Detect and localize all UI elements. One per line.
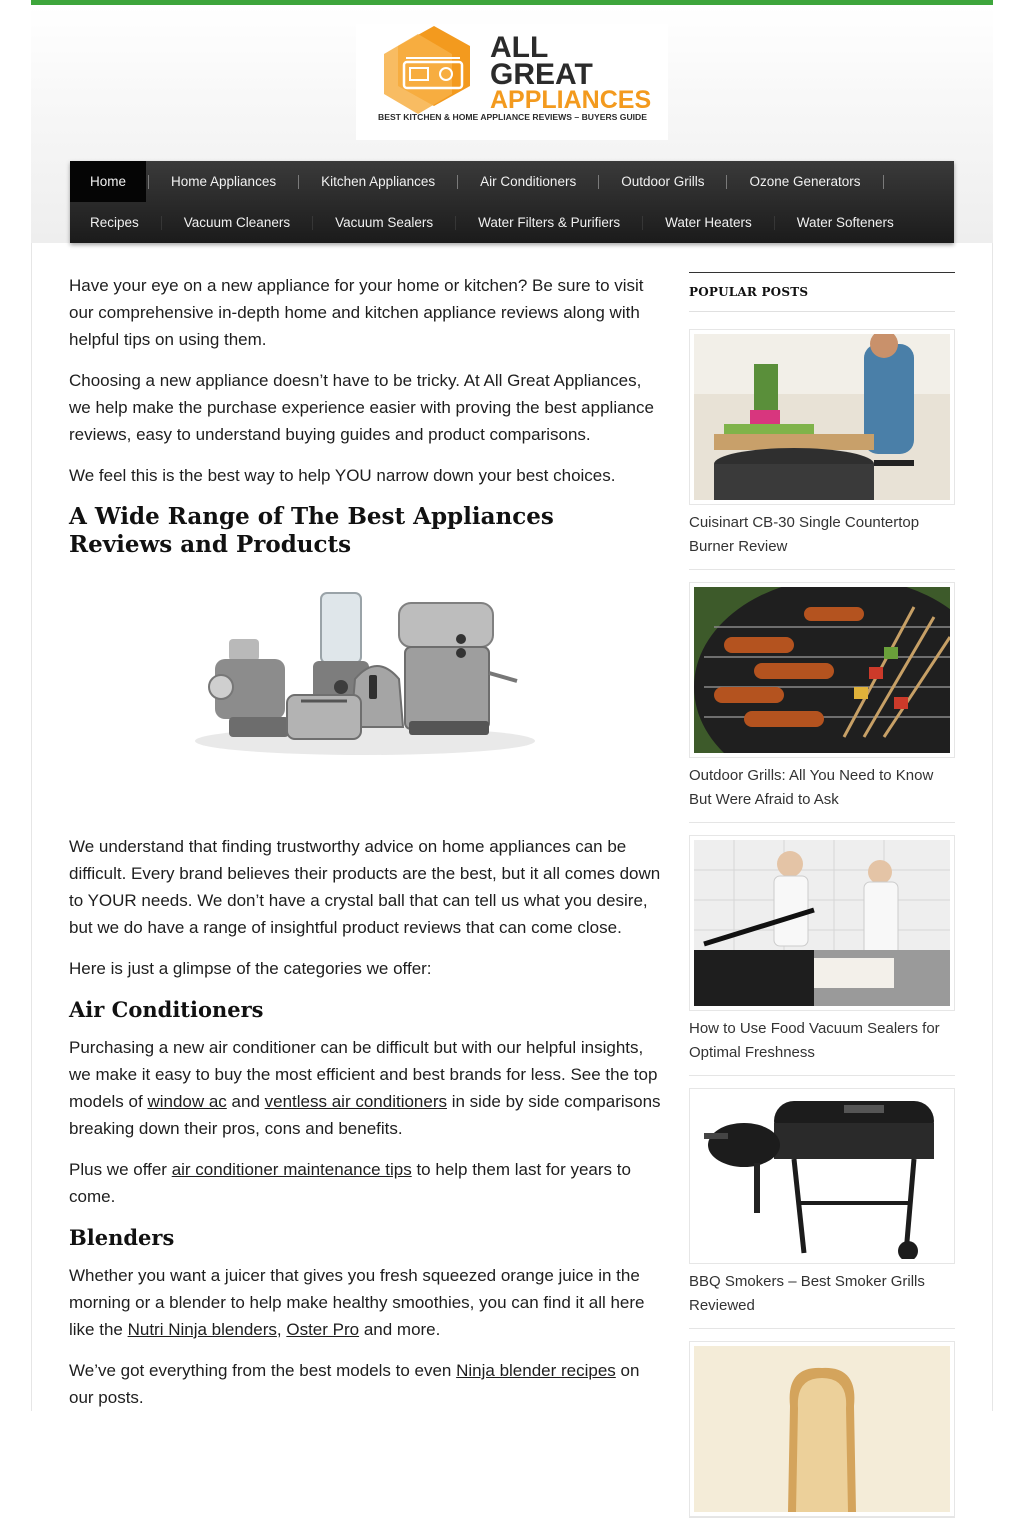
- heading-wide-range: A Wide Range of The Best Appliances Reviews and Products: [69, 503, 554, 558]
- nav-separator: [642, 216, 643, 230]
- nav-separator: [161, 216, 162, 230]
- intro-paragraph-1: Have your eye on a new appliance for your home or kitchen? Be sure to visit our comprehensive in-depth home and kitchen appliance reviews along with helpful tips on using them.: [69, 276, 644, 349]
- nav-separator: [298, 175, 299, 189]
- nav-water-heaters[interactable]: Water Heaters: [665, 215, 752, 230]
- bl-p1-text-c: and more.: [359, 1320, 441, 1339]
- ac-p1-text-c: in side by side comparisons breaking down their pros, cons and benefits.: [69, 1092, 661, 1138]
- nav-separator: [883, 175, 884, 189]
- nav-row-2: [70, 202, 914, 243]
- post-thumbnail-burner[interactable]: [689, 329, 955, 505]
- post-thumbnail-vacuum-sealer[interactable]: [689, 835, 955, 1011]
- heading-blenders: Blenders: [69, 1225, 175, 1250]
- logo-tagline: BEST KITCHEN & HOME APPLIANCE REVIEWS – BUYERS GUIDE: [378, 112, 647, 122]
- logo-line3: APPLIANCES: [490, 86, 652, 114]
- link-window-ac[interactable]: window ac: [147, 1092, 227, 1111]
- bl-p1-text-a: Whether you want a juicer that gives you fresh squeezed orange juice in the morning or a blender to help make healthy smoothies, you can find it all here like the: [69, 1266, 645, 1339]
- popular-post: [689, 1088, 955, 1329]
- nav-separator: [148, 175, 149, 189]
- nav-row-1: [70, 161, 886, 202]
- main-navigation: [70, 161, 954, 243]
- blenders-paragraph-2: [69, 1357, 661, 1411]
- post-thumbnail-toast[interactable]: [689, 1341, 955, 1517]
- post-thumbnail-bbq-smoker[interactable]: [689, 1088, 955, 1264]
- popular-post: [689, 835, 955, 1076]
- bl-p1-text-b: ,: [276, 1320, 287, 1339]
- nav-vacuum-sealers[interactable]: Vacuum Sealers: [335, 215, 434, 230]
- heading-air-conditioners: Air Conditioners: [69, 997, 264, 1022]
- intro-paragraph-3: We feel this is the best way to help YOU narrow down your best choices.: [69, 466, 616, 485]
- logo-line1: ALL: [490, 31, 549, 64]
- nav-home[interactable]: Home: [70, 161, 146, 202]
- nav-water-filters[interactable]: Water Filters & Purifiers: [478, 215, 621, 230]
- main-content: [69, 272, 661, 1425]
- ac-p1-text-a: Purchasing a new air conditioner can be difficult but with our helpful insights, we make it easy to buy the most efficient and best brands for less. See the top models of: [69, 1038, 658, 1111]
- bl-p2-text-b: on our posts.: [69, 1361, 640, 1407]
- post-title[interactable]: Cuisinart CB-30 Single Countertop Burner Review: [689, 514, 920, 555]
- post-title[interactable]: Outdoor Grills: All You Need to Know But Were Afraid to Ask: [689, 767, 934, 808]
- nav-ozone-generators[interactable]: Ozone Generators: [749, 174, 861, 189]
- ac-p2-text-b: to help them last for years to come.: [69, 1160, 631, 1206]
- logo-line2: GREAT: [490, 58, 593, 91]
- link-ninja-recipes[interactable]: Ninja blender recipes: [456, 1361, 616, 1380]
- link-nutri-ninja[interactable]: Nutri Ninja blenders: [127, 1320, 277, 1339]
- site-logo[interactable]: [356, 24, 668, 140]
- ac-p2-text-a: Plus we offer: [69, 1160, 172, 1179]
- post-thumbnail-grill[interactable]: [689, 582, 955, 758]
- ac-p1-text-b: and: [226, 1092, 265, 1111]
- blenders-paragraph-1: [69, 1262, 661, 1343]
- post-title[interactable]: How to Use Food Vacuum Sealers for Optimal Freshness: [689, 1020, 940, 1061]
- appliances-hero-image: [69, 569, 661, 819]
- nav-separator: [726, 175, 727, 189]
- ac-paragraph-2: [69, 1156, 661, 1210]
- popular-post: [689, 582, 955, 823]
- sidebar: [689, 272, 955, 1530]
- nav-kitchen-appliances[interactable]: Kitchen Appliances: [321, 174, 436, 189]
- link-ventless-ac[interactable]: ventless air conditioners: [264, 1092, 447, 1111]
- nav-recipes[interactable]: Recipes: [90, 215, 139, 230]
- bl-p2-text-a: We’ve got everything from the best models to even: [69, 1361, 457, 1380]
- nav-separator: [455, 216, 456, 230]
- intro-paragraph-2: Choosing a new appliance doesn’t have to be tricky. At All Great Appliances, we help make the purchase experience easier with proving the best appliance reviews, easy to understand buying guides and product comparisons.: [69, 371, 654, 444]
- popular-post: [689, 329, 955, 570]
- nav-separator: [457, 175, 458, 189]
- post-title[interactable]: BBQ Smokers – Best Smoker Grills Reviewed: [689, 1273, 925, 1314]
- ac-paragraph-1: [69, 1034, 661, 1142]
- paragraph-understand: We understand that finding trustworthy advice on home appliances can be difficult. Every brand believes their products are the best, but it all comes down to YOUR needs. We don’t have a crystal ball that can tell us what you desire, but we do have a range of insightful product reviews that can come close.: [69, 837, 661, 937]
- nav-vacuum-cleaners[interactable]: Vacuum Cleaners: [183, 215, 291, 230]
- nav-air-conditioners[interactable]: Air Conditioners: [480, 174, 577, 189]
- popular-post: [689, 1341, 955, 1518]
- popular-posts-title: POPULAR POSTS: [689, 272, 955, 312]
- nav-home-appliances[interactable]: Home Appliances: [171, 174, 277, 189]
- nav-separator: [312, 216, 313, 230]
- link-oster-pro[interactable]: Oster Pro: [286, 1320, 360, 1339]
- nav-separator: [598, 175, 599, 189]
- nav-water-softeners[interactable]: Water Softeners: [796, 215, 894, 230]
- nav-separator: [774, 216, 775, 230]
- link-ac-maintenance-tips[interactable]: air conditioner maintenance tips: [171, 1160, 412, 1179]
- paragraph-glimpse: Here is just a glimpse of the categories we offer:: [69, 959, 432, 978]
- nav-outdoor-grills[interactable]: Outdoor Grills: [621, 174, 705, 189]
